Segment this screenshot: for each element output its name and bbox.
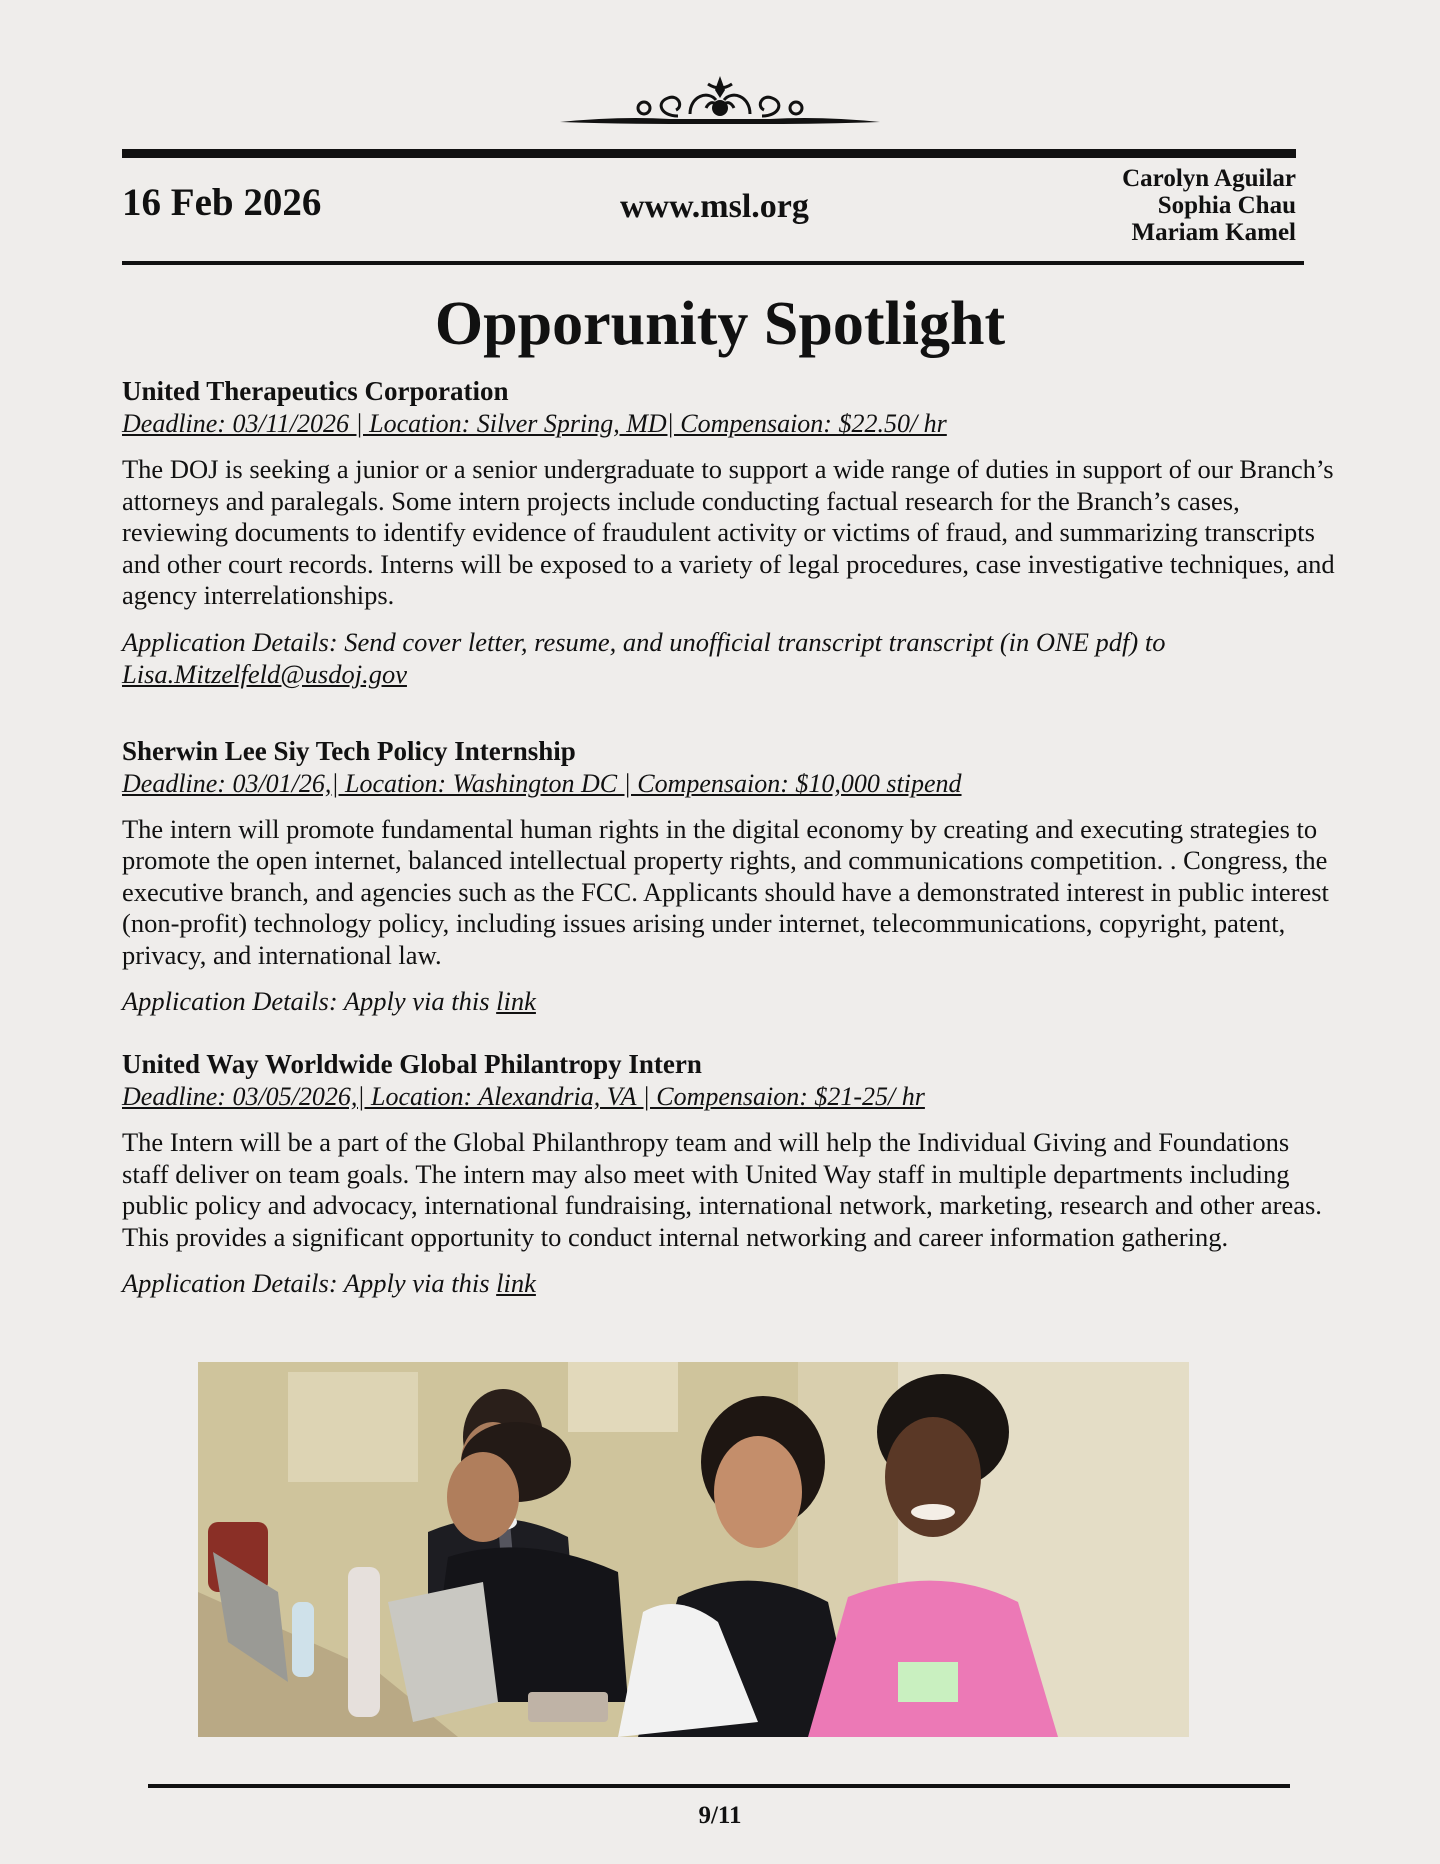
page-title: Opporunity Spotlight xyxy=(434,290,1006,358)
opportunity-item xyxy=(122,374,1342,690)
author-name: Carolyn Aguilar xyxy=(1122,165,1296,192)
application-email-link[interactable]: Lisa.Mitzelfeld@usdoj.gov xyxy=(122,658,407,689)
organization-name: United Therapeutics Corporation xyxy=(122,376,509,406)
application-details xyxy=(122,985,1342,1017)
opportunity-description: The Intern will be a part of the Global Philanthropy team and will help the Individual Giving and Foundations staff deliver on team goals. The intern may also meet with United Way staff in multiple departments including public policy and advocacy, international fundraising, international network, marketing, research and other areas. This provides a significant opportunity to conduct internal networking and career information gathering. xyxy=(122,1127,1322,1252)
author-name: Sophia Chau xyxy=(1157,192,1296,219)
opportunity-list xyxy=(122,374,1342,1329)
opportunity-description: The intern will promote fundamental human rights in the digital economy by creating and executing strategies to promote the open internet, balanced intellectual property rights, and communications competition. . Congress, the executive branch, and agencies such as the FCC. Applicants should have a demonstrated interest in public interest (non-profit) technology policy, including issues arising under internet, telecommunications, copyright, patent, privacy, and international law. xyxy=(122,813,1329,970)
page-number: 9/11 xyxy=(698,1802,742,1829)
author-name: Mariam Kamel xyxy=(1131,219,1296,246)
opportunity-item xyxy=(122,1047,1342,1299)
website-url: www.msl.org xyxy=(620,188,809,225)
application-instructions: Application Details: Apply via this xyxy=(122,1268,490,1298)
opportunity-details: Deadline: 03/05/2026,| Location: Alexandria, VA | Compensaion: $21-25/ hr xyxy=(122,1082,925,1111)
opportunity-description: The DOJ is seeking a junior or a senior undergraduate to support a wide range of duties in support of our Branch’s attorneys and paralegals. Some intern projects include conducting factual research for the Branch’s cases, reviewing documents to identify evidence of fraudulent activity or victims of fraud, and summarizing transcripts and other court records. Interns will be exposed to a variety of legal procedures, case investigative techniques, and agency interrelationships. xyxy=(122,454,1335,610)
opportunity-item xyxy=(122,734,1342,1018)
application-instructions: Application Details: Send cover letter, resume, and unofficial transcript transcript (in ONE pdf) to xyxy=(122,626,1166,657)
application-details xyxy=(122,626,1342,690)
application-details xyxy=(122,1267,1342,1299)
footer-rule xyxy=(148,1784,1290,1788)
issue-date: 16 Feb 2026 xyxy=(122,181,322,224)
header-bottom-rule xyxy=(122,261,1304,265)
application-link[interactable]: link xyxy=(496,1268,536,1298)
organization-name: Sherwin Lee Siy Tech Policy Internship xyxy=(122,735,576,766)
header-top-rule xyxy=(122,149,1296,158)
decorative-flourish xyxy=(560,72,880,130)
application-instructions: Application Details: Apply via this xyxy=(122,986,490,1016)
application-link[interactable]: link xyxy=(496,986,536,1016)
opportunity-details: Deadline: 03/01/26,| Location: Washington DC | Compensaion: $10,000 stipend xyxy=(122,768,962,798)
opportunity-details: Deadline: 03/11/2026 | Location: Silver Spring, MD| Compensaion: $22.50/ hr xyxy=(122,409,947,438)
organization-name: United Way Worldwide Global Philantropy Intern xyxy=(122,1049,702,1079)
students-photo xyxy=(198,1362,1189,1737)
author-list xyxy=(1122,165,1296,246)
